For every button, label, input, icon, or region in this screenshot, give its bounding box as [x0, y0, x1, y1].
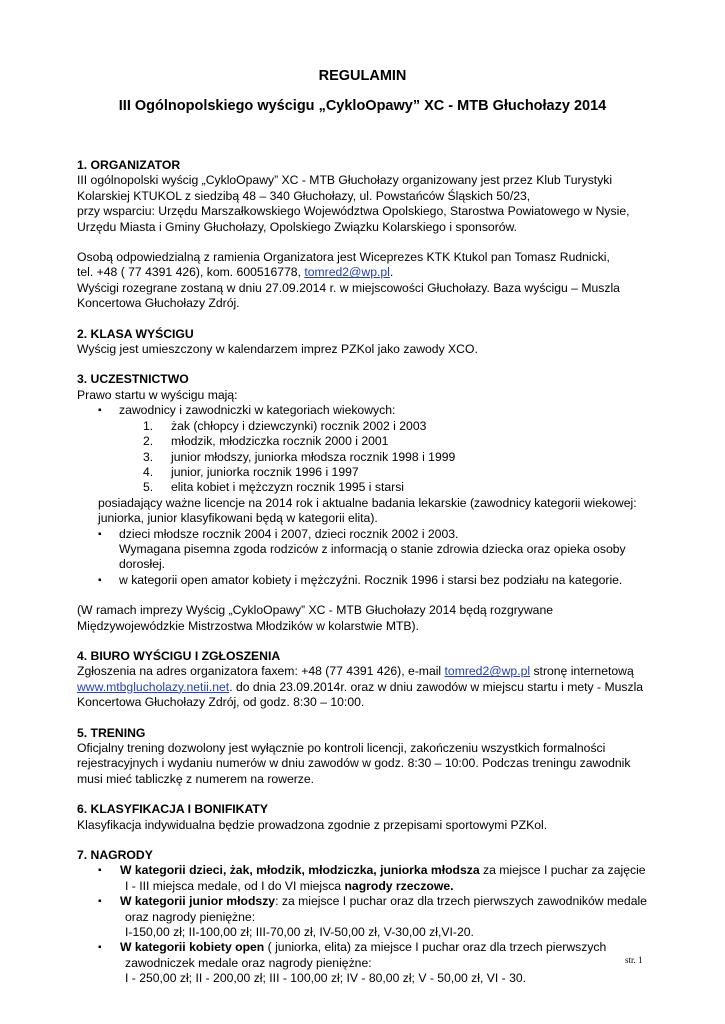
numbered-item: 5. elita kobiet i mężczyzn rocznik 1995 i starsi	[143, 480, 405, 495]
section-heading-nagrody: 7. NAGRODY	[77, 848, 153, 863]
paragraph-line: (W ramach imprezy Wyścig „CykloOpawy” XC - MTB Głuchołazy 2014 będą rozgrywane	[77, 603, 554, 618]
numbered-item: 3. junior młodszy, juniorka młodsza rocznik 1998 i 1999	[143, 449, 456, 464]
section-heading-organizator: 1. ORGANIZATOR	[77, 158, 181, 172]
document-subtitle: III Ogólnopolskiego wyścigu „CykloOpawy” XC - MTB Głuchołazy 2014	[118, 98, 607, 114]
paragraph-line: Urzędu Miasta i Gminy Głuchołazy, Opolskiego Związku Kolarskiego i sponsorów.	[77, 219, 518, 234]
paragraph-line: Koncertowa Głuchołazy Zdrój.	[77, 296, 240, 311]
paragraph-line: juniorka, junior klasyfikowani będą w kategorii elita).	[98, 511, 378, 526]
paragraph-line: www.mtbglucholazy.netii.net. do dnia 23.09.2014r. oraz w dniu zawodów w miejscu startu i mety - Muszla	[77, 679, 644, 694]
paragraph-line: Międzywojewódzkie Mistrzostwa Młodzików w kolarstwie MTB).	[77, 618, 420, 633]
paragraph-line: Prawo startu w wyścigu mają:	[77, 387, 238, 402]
paragraph-line: posiadający ważne licencje na 2014 rok i aktualne badania lekarskie (zawodnicy kategorii wiekowej:	[98, 495, 637, 510]
paragraph-line: I - III miejsca medale, od I do VI miejsca nagrody rzeczowe.	[125, 878, 454, 893]
paragraph-line: musi mieć tabliczkę z numerem na rowerze.	[77, 771, 315, 786]
paragraph-line: Klasyfikacja indywidualna będzie prowadzona zgodnie z przepisami sportowymi PZKol.	[77, 817, 548, 832]
document-body	[77, 158, 649, 987]
contact-line: tel. +48 ( 77 4391 426), kom. 600516778, tomred2@wp.pl.	[77, 265, 394, 280]
bullet-item: ▪ W kategorii junior młodszy: za miejsce I puchar oraz dla trzech pierwszych zawodników medale	[77, 894, 649, 909]
paragraph-line: rejestracyjnych i wydaniu numerów w dniu zawodów w godz. 8:30 – 10:00. Podczas treningu zawodnik	[77, 756, 631, 771]
paragraph-line: dorosłej.	[119, 557, 166, 572]
paragraph-line: I - 250,00 zł; II - 200,00 zł; III - 100,00 zł; IV - 80,00 zł; V - 50,00 zł, VI - 30.	[125, 971, 527, 986]
paragraph-line: Kolarskiej KTUKOL z siedzibą 48 – 340 Głuchołazy, ul. Powstańców Śląskich 50/23,	[77, 188, 531, 203]
bullet-item: ▪ dzieci młodsze rocznik 2004 i 2007, dzieci rocznik 2002 i 2003.	[77, 527, 649, 542]
paragraph-line: I-150,00 zł; II-100,00 zł; III-70,00 zł, IV-50,00 zł, V-30,00 zł,VI-20.	[125, 925, 474, 940]
email-link[interactable]: tomred2@wp.pl	[444, 664, 531, 679]
paragraph-line: Zgłoszenia na adres organizatora faxem: +48 (77 4391 426), e-mail tomred2@wp.pl stronę internetową	[77, 664, 634, 679]
section-heading-biuro: 4. BIURO WYŚCIGU I ZGŁOSZENIA	[77, 648, 281, 663]
paragraph-line: Wyścigi rozegrane zostaną w dniu 27.09.2014 r. w miejscowości Głuchołazy. Baza wyścigu – Muszla	[77, 280, 620, 295]
paragraph-line: Wyścig jest umieszczony w kalendarzem imprez PZKol jako zawody XCO.	[77, 342, 478, 357]
paragraph-line: zawodniczek medale oraz nagrody pieniężne:	[125, 955, 372, 970]
paragraph-line: Wymagana pisemna zgoda rodziców z informacją o stanie zdrowia dziecka oraz opieka osoby	[119, 541, 626, 556]
paragraph-line: Oficjalny trening dozwolony jest wyłącznie po kontroli licencji, zakończeniu wszystkich formalności	[77, 741, 606, 755]
bullet-item: ▪ W kategorii kobiety open ( juniorka, elita) za miejsce I puchar oraz dla trzech pierwszych	[77, 940, 649, 955]
section-heading-uczestnictwo: 3. UCZESTNICTWO	[77, 372, 189, 387]
paragraph-line: Koncertowa Głuchołazy Zdrój, od godz. 8:30 – 10:00.	[77, 695, 365, 710]
section-heading-trening: 5. TRENING	[77, 725, 146, 740]
bullet-item: ▪ W kategorii dzieci, żak, młodzik, młodziczka, juniorka młodsza za miejsce I puchar za zajęcie	[77, 863, 649, 878]
paragraph-line: Osobą odpowiedzialną z ramienia Organizatora jest Wiceprezes KTK Ktukol pan Tomasz Rudnicki,	[77, 250, 610, 265]
section-heading-klasa: 2. KLASA WYŚCIGU	[77, 326, 194, 341]
numbered-item: 2. młodzik, młodziczka rocznik 2000 i 2001	[143, 434, 389, 449]
numbered-item: 4. junior, juniorka rocznik 1996 i 1997	[143, 464, 359, 479]
paragraph-line: III ogólnopolski wyścig „CykloOpawy” XC - MTB Głuchołazy organizowany jest przez Klub Turystyki	[77, 173, 613, 188]
document-title: REGULAMIN	[318, 68, 407, 84]
website-link[interactable]: www.mtbglucholazy.netii.net	[77, 679, 230, 694]
bullet-item: ▪ zawodnicy i zawodniczki w kategoriach wiekowych:	[77, 403, 649, 418]
paragraph-line: oraz nagrody pieniężne:	[125, 909, 256, 924]
paragraph-line: przy wsparciu: Urzędu Marszałkowskiego Województwa Opolskiego, Starostwa Powiatowego w Nysie,	[77, 204, 630, 219]
numbered-item: 1. żak (chłopcy i dziewczynki) rocznik 2002 i 2003	[143, 418, 427, 433]
section-heading-klasyfikacja: 6. KLASYFIKACJA I BONIFIKATY	[77, 802, 268, 817]
bullet-item: ▪ w kategorii open amator kobiety i mężczyźni. Rocznik 1996 i starsi bez podziału na kategorie.	[77, 573, 649, 588]
email-link[interactable]: tomred2@wp.pl	[304, 265, 390, 280]
page-number: str. 1	[625, 955, 643, 965]
